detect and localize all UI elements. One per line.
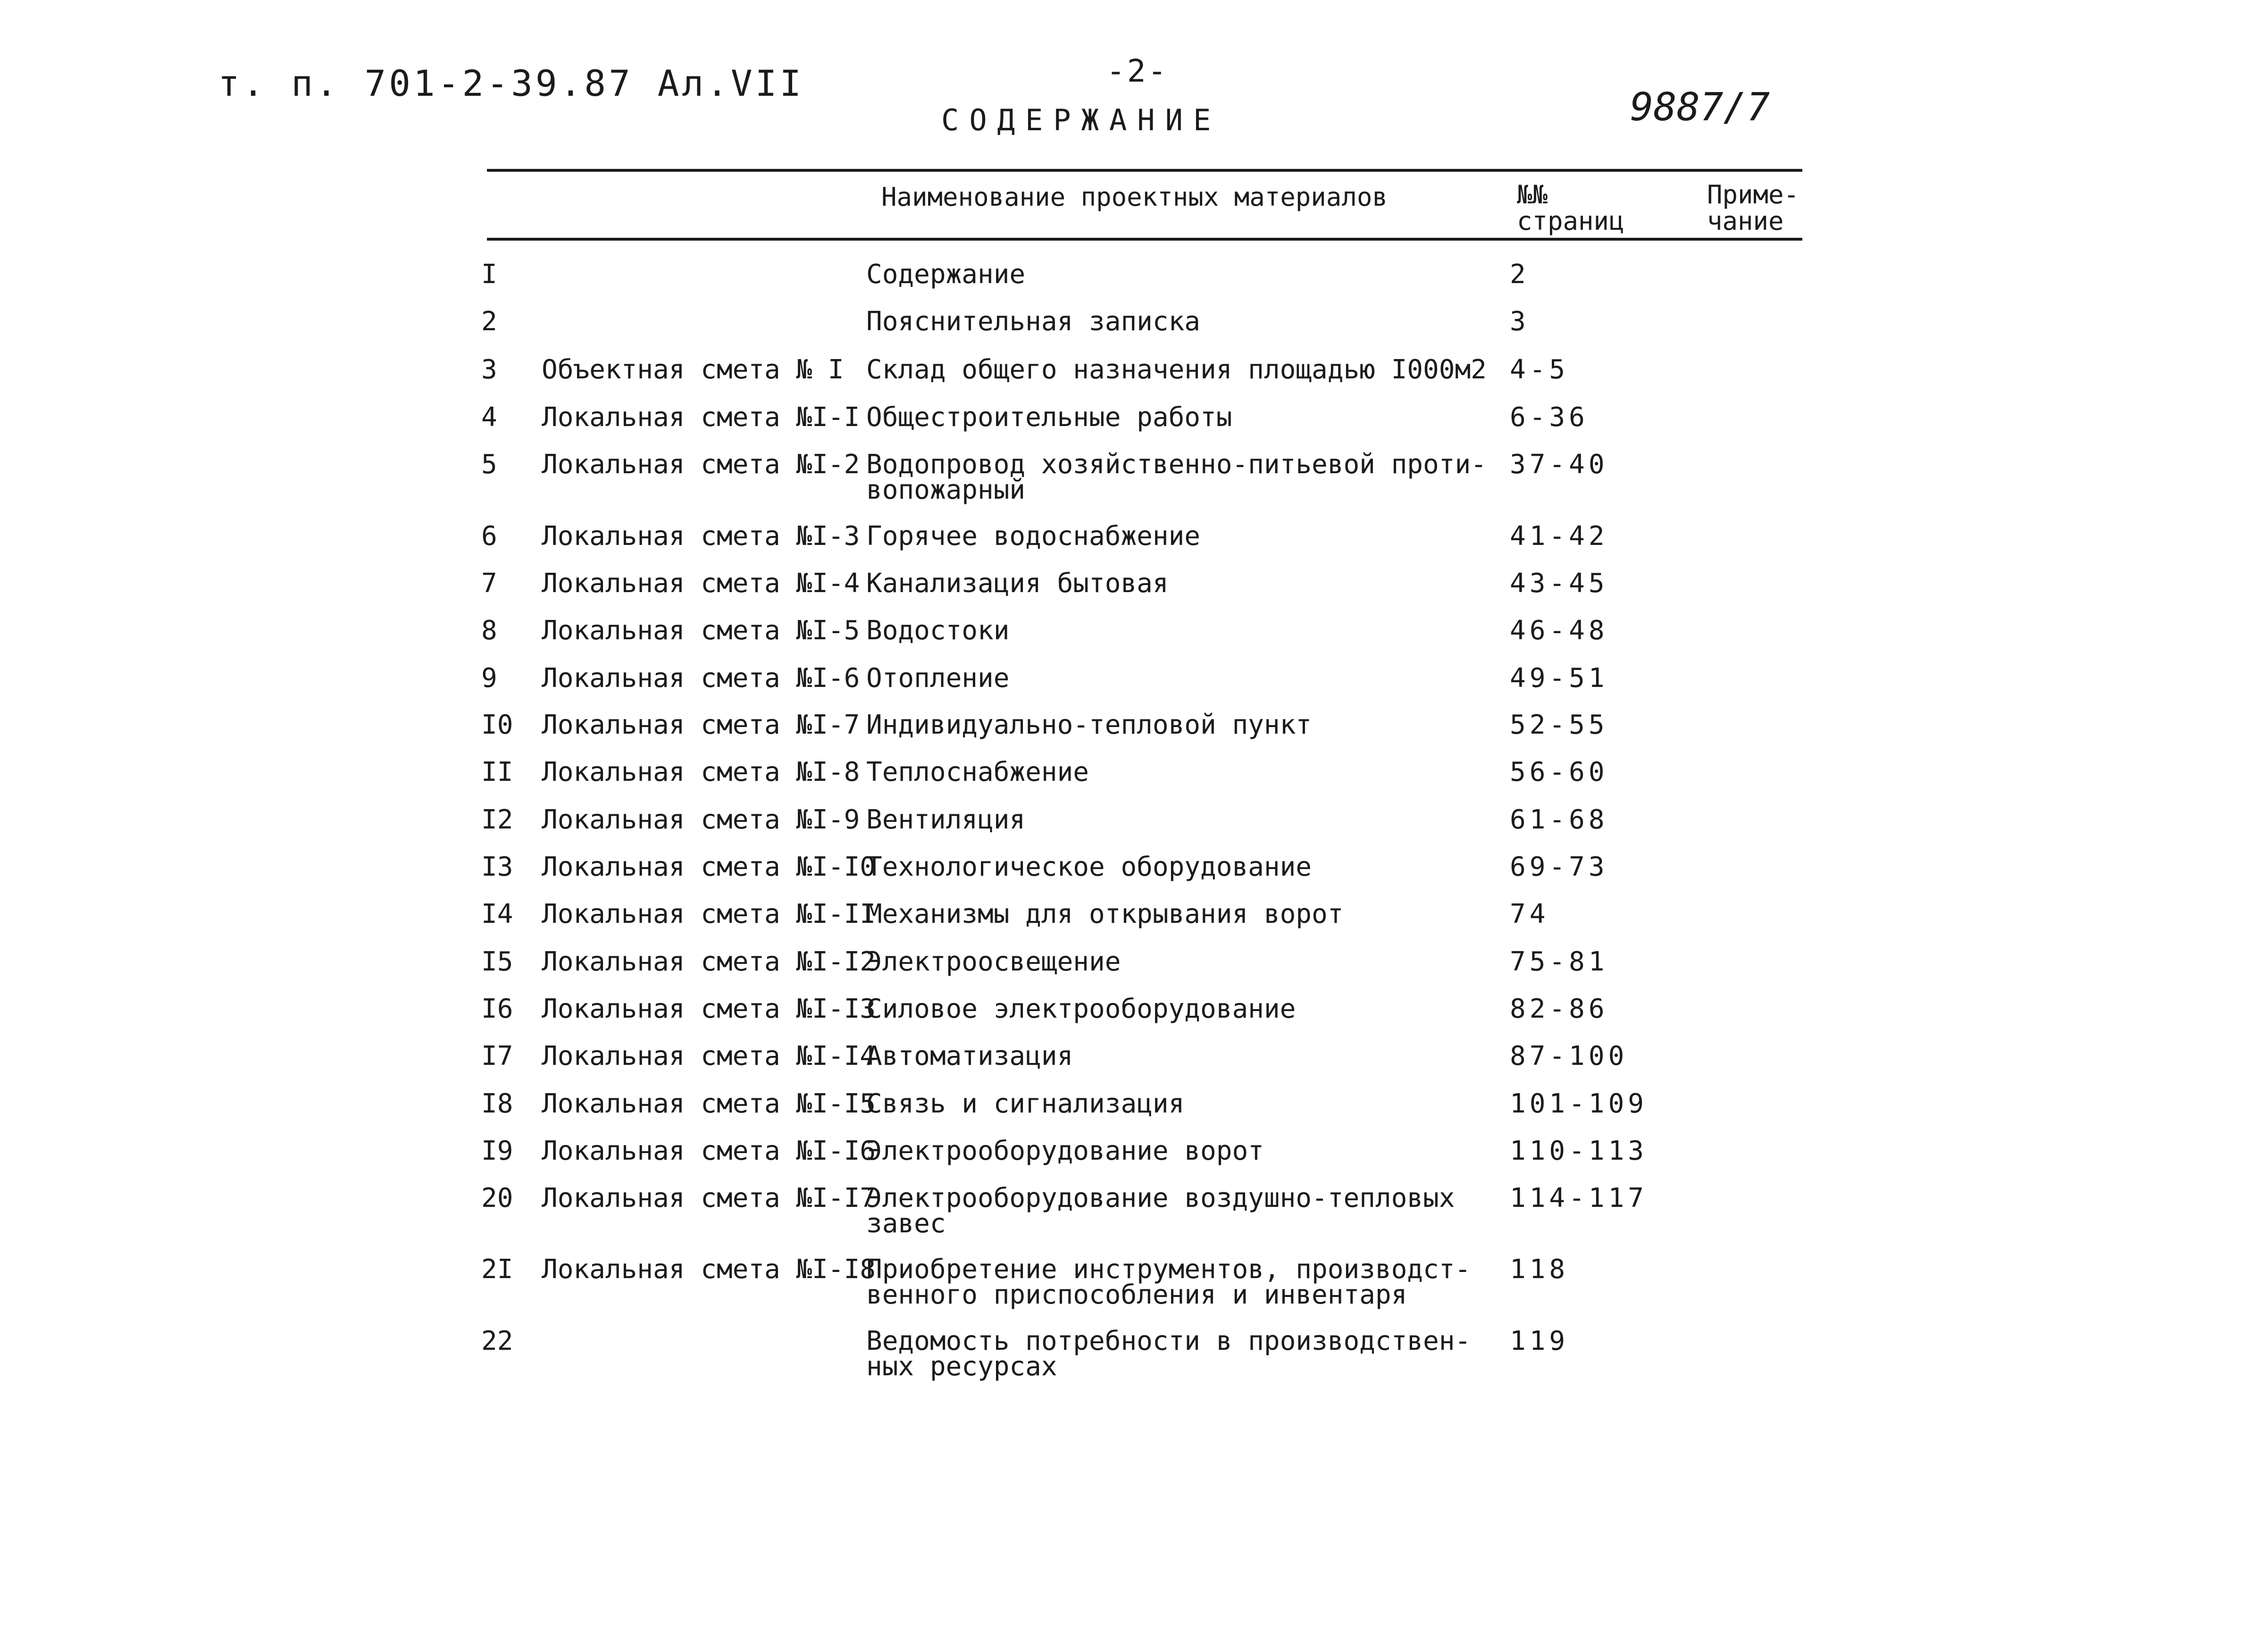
row-material-name: Вентиляция (866, 804, 1026, 835)
row-material-name: Технологическое оборудование (866, 852, 1312, 882)
table-row (0, 1138, 2268, 1184)
row-material-name: Связь и сигнализация (866, 1088, 1185, 1119)
row-pages: 2 (1510, 259, 1530, 290)
row-estimate-type: Локальная смета №I-7 (542, 710, 860, 740)
row-number: I6 (481, 994, 513, 1024)
table-row (0, 946, 2268, 995)
row-number: I (481, 259, 497, 290)
page-number: -2- (1106, 53, 1169, 89)
row-pages: 52-55 (1510, 710, 1608, 740)
row-estimate-type: Локальная смета №I-I0 (542, 852, 876, 882)
row-material-name: Теплоснабжение (866, 757, 1089, 787)
table-row (0, 1041, 2268, 1089)
row-estimate-type: Локальная смета №I-6 (542, 663, 860, 694)
row-number: I4 (481, 899, 513, 929)
row-number: 22 (481, 1326, 513, 1356)
row-number: 2I (481, 1254, 513, 1285)
table-row (0, 854, 2268, 900)
row-number: I9 (481, 1136, 513, 1166)
row-pages: 3 (1510, 306, 1530, 337)
row-estimate-type: Локальная смета №I-II (542, 899, 876, 929)
row-material-name: Механизмы для открывания ворот (866, 899, 1344, 929)
table-row (0, 1088, 2268, 1137)
table-row (0, 712, 2268, 758)
row-estimate-type: Объектная смета № I (542, 354, 844, 385)
table-row (0, 259, 2268, 307)
column-header-pages: №№ страниц (1517, 180, 1624, 236)
row-material-name: Силовое электрооборудование (866, 994, 1296, 1024)
column-header-note: Приме- чание (1707, 180, 1799, 236)
row-number: II (481, 757, 513, 787)
row-material-name: Ведомость потребности в производствен- ных ресурсах (866, 1326, 1471, 1382)
row-estimate-type: Локальная смета №I-I6 (542, 1136, 876, 1166)
table-row (0, 996, 2268, 1042)
table-row (0, 615, 2268, 663)
table-row (0, 449, 2268, 505)
row-material-name: Электроосвещение (866, 946, 1121, 977)
row-pages: 118 (1510, 1254, 1569, 1285)
page-title: СОДЕРЖАНИЕ (941, 103, 1222, 137)
row-number: 3 (481, 354, 497, 385)
row-pages: 119 (1510, 1326, 1569, 1356)
row-estimate-type: Локальная смета №I-I7 (542, 1183, 876, 1213)
table-row (0, 1183, 2268, 1239)
row-pages: 61-68 (1510, 804, 1608, 835)
row-number: I8 (481, 1088, 513, 1119)
column-header-name: Наименование проектных материалов (881, 182, 1388, 212)
table-header-rule (487, 238, 1802, 241)
row-material-name: Общестроительные работы (866, 402, 1232, 433)
row-material-name: Пояснительная записка (866, 306, 1201, 337)
row-number: 4 (481, 402, 497, 433)
row-material-name: Водостоки (866, 615, 1010, 646)
table-row (0, 899, 2268, 947)
row-estimate-type: Локальная смета №I-I (542, 402, 860, 433)
row-number: 8 (481, 615, 497, 646)
row-material-name: Канализация бытовая (866, 568, 1169, 599)
row-pages: 110-113 (1510, 1136, 1648, 1166)
table-row (0, 354, 2268, 402)
row-number: I5 (481, 946, 513, 977)
row-estimate-type: Локальная смета №I-I4 (542, 1041, 876, 1071)
row-pages: 4-5 (1510, 354, 1569, 385)
row-number: 6 (481, 521, 497, 552)
row-pages: 49-51 (1510, 663, 1608, 694)
row-material-name: Отопление (866, 663, 1010, 694)
row-pages: 56-60 (1510, 757, 1608, 787)
table-row (0, 521, 2268, 569)
row-material-name: Индивидуально-тепловой пункт (866, 710, 1312, 740)
row-number: 9 (481, 663, 497, 694)
table-row (0, 306, 2268, 354)
row-pages: 6-36 (1510, 402, 1589, 433)
row-pages: 114-117 (1510, 1183, 1648, 1213)
row-number: 20 (481, 1183, 513, 1213)
handwritten-number: 9887/7 (1630, 85, 1770, 130)
row-material-name: Склад общего назначения площадью I000м2 (866, 354, 1487, 385)
row-number: I7 (481, 1041, 513, 1071)
row-estimate-type: Локальная смета №I-3 (542, 521, 860, 552)
row-number: I3 (481, 852, 513, 882)
row-pages: 69-73 (1510, 852, 1608, 882)
table-row (0, 1254, 2268, 1310)
row-pages: 46-48 (1510, 615, 1608, 646)
row-material-name: Содержание (866, 259, 1026, 290)
row-pages: 75-81 (1510, 946, 1608, 977)
table-row (0, 1326, 2268, 1382)
row-estimate-type: Локальная смета №I-5 (542, 615, 860, 646)
row-pages: 74 (1510, 899, 1549, 929)
row-number: 7 (481, 568, 497, 599)
row-pages: 101-109 (1510, 1088, 1648, 1119)
row-estimate-type: Локальная смета №I-I8 (542, 1254, 876, 1285)
row-material-name: Автоматизация (866, 1041, 1073, 1071)
row-estimate-type: Локальная смета №I-I2 (542, 946, 876, 977)
row-estimate-type: Локальная смета №I-9 (542, 804, 860, 835)
row-estimate-type: Локальная смета №I-2 (542, 449, 860, 480)
row-pages: 82-86 (1510, 994, 1608, 1024)
row-pages: 43-45 (1510, 568, 1608, 599)
table-top-rule (487, 169, 1802, 172)
table-row (0, 804, 2268, 853)
row-estimate-type: Локальная смета №I-4 (542, 568, 860, 599)
row-estimate-type: Локальная смета №I-I3 (542, 994, 876, 1024)
row-number: I0 (481, 710, 513, 740)
table-row (0, 568, 2268, 616)
row-material-name: Приобретение инструментов, производст- венного приспособления и инвентаря (866, 1254, 1471, 1310)
table-row (0, 402, 2268, 450)
row-estimate-type: Локальная смета №I-I5 (542, 1088, 876, 1119)
row-material-name: Водопровод хозяйственно-питьевой проти- вопожарный (866, 449, 1487, 505)
table-row (0, 757, 2268, 805)
row-pages: 37-40 (1510, 449, 1608, 480)
row-material-name: Горячее водоснабжение (866, 521, 1201, 552)
row-number: 5 (481, 449, 497, 480)
row-material-name: Электрооборудование ворот (866, 1136, 1264, 1166)
row-material-name: Электрооборудование воздушно-тепловых завес (866, 1183, 1455, 1239)
row-pages: 41-42 (1510, 521, 1608, 552)
row-number: 2 (481, 306, 497, 337)
table-row (0, 663, 2268, 711)
document-code: т. п. 701-2-39.87 Ал.VII (218, 62, 804, 104)
row-estimate-type: Локальная смета №I-8 (542, 757, 860, 787)
row-pages: 87-100 (1510, 1041, 1628, 1071)
row-number: I2 (481, 804, 513, 835)
